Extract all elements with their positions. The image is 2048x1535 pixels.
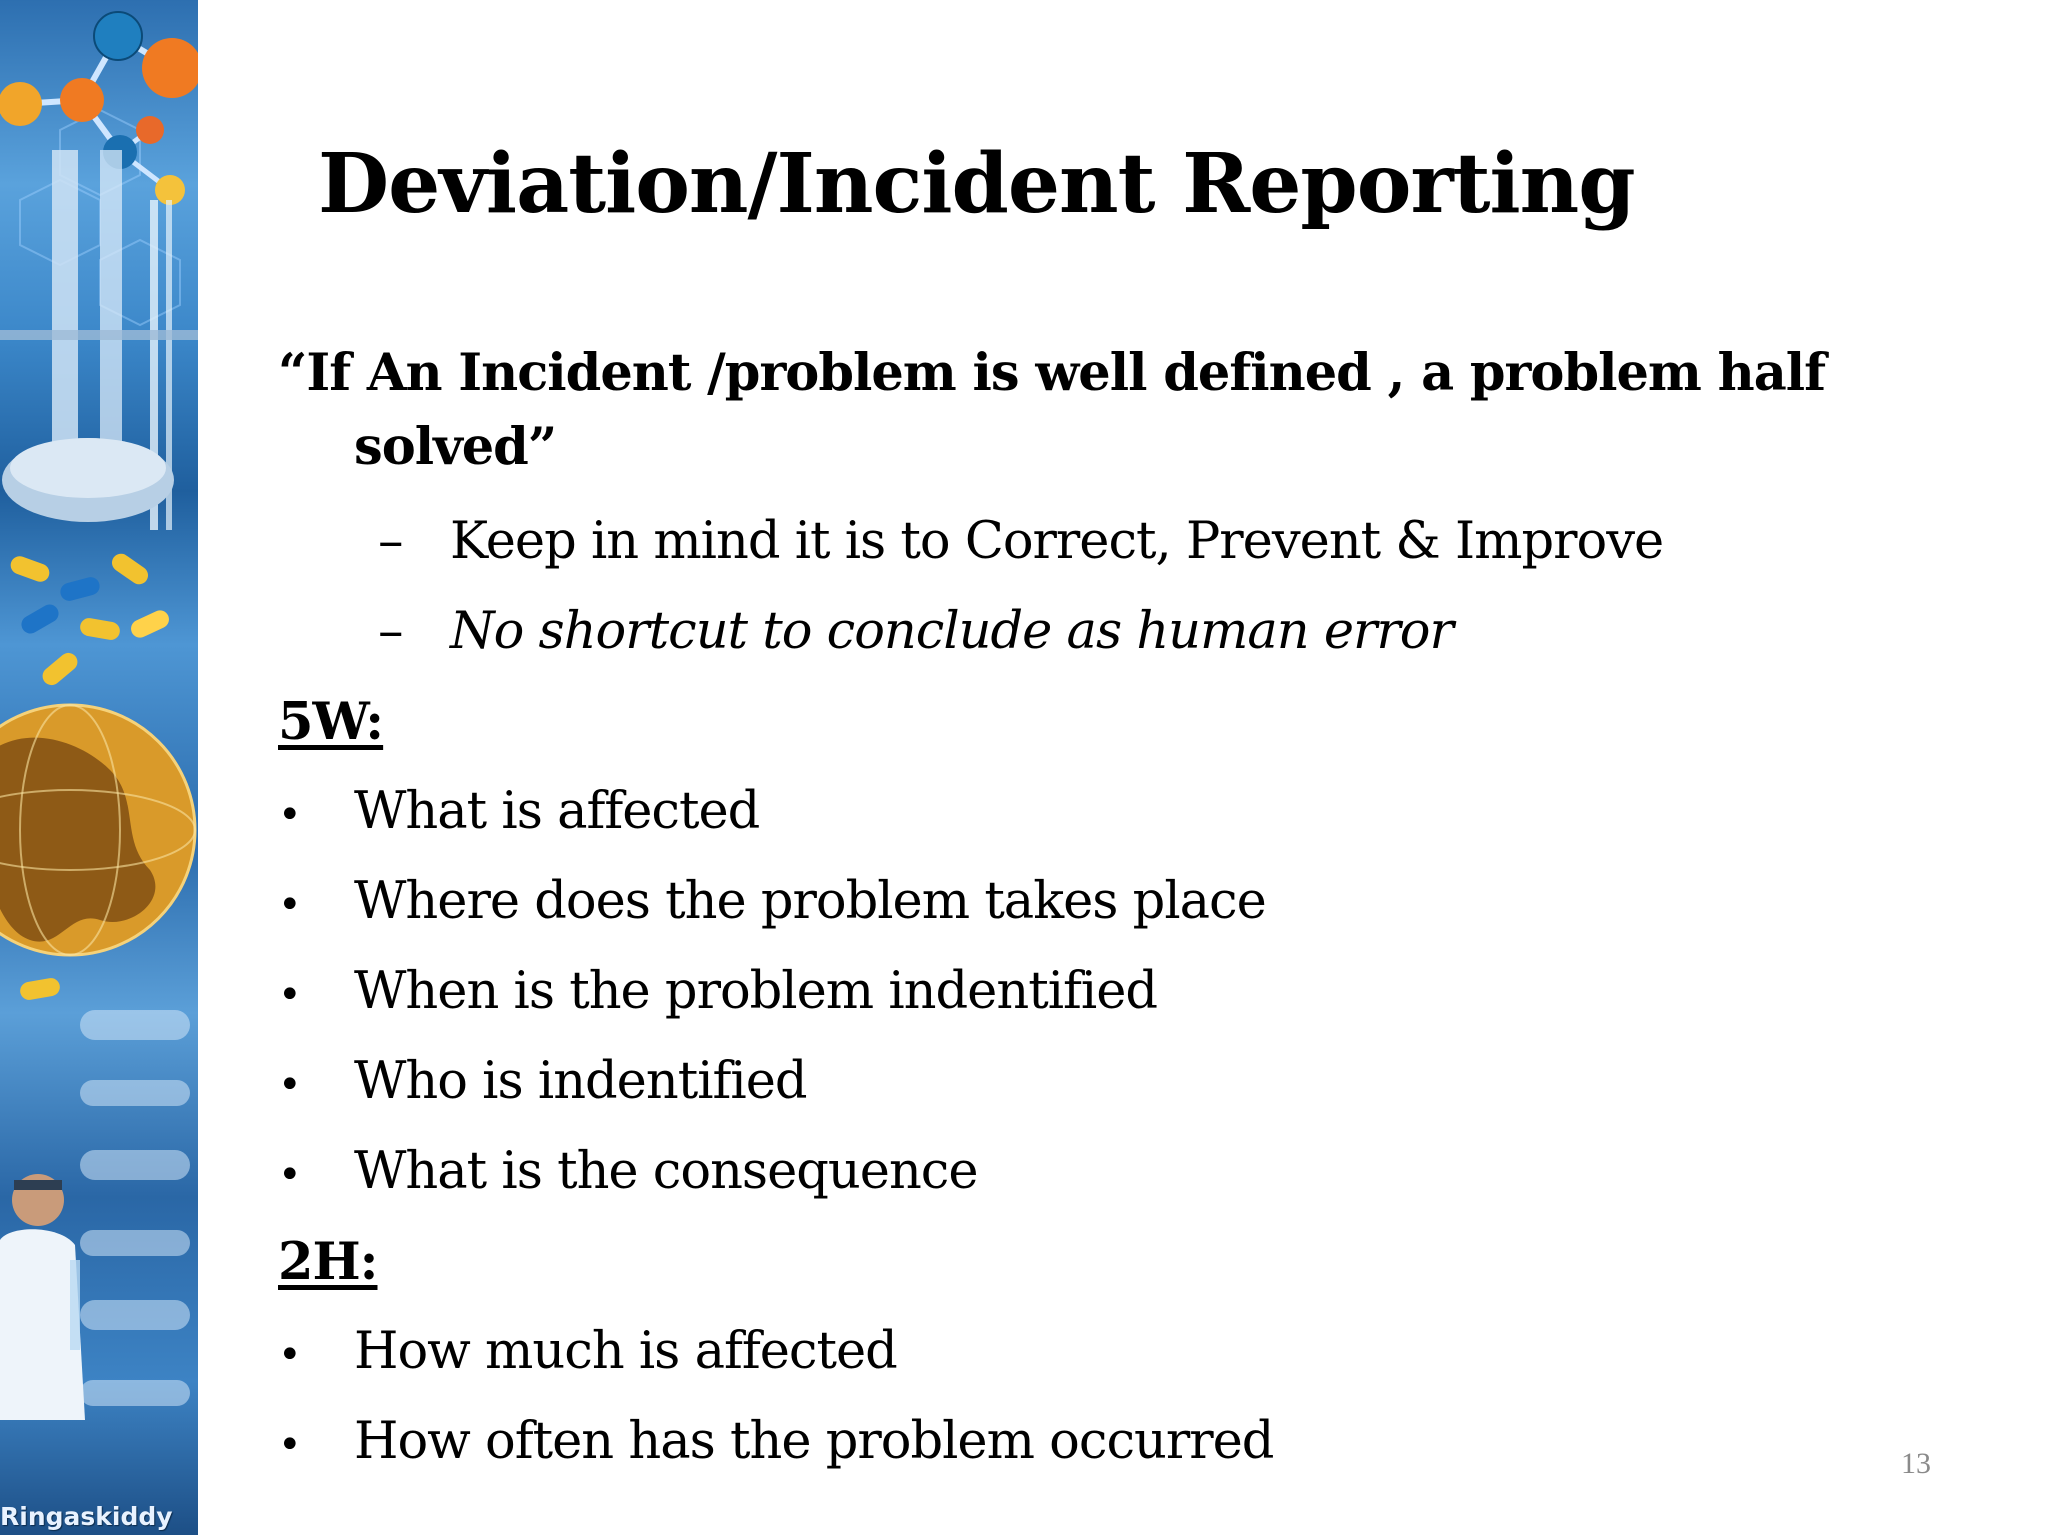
- bullet-marker: •: [278, 1422, 301, 1468]
- sub-point: [378, 592, 1878, 672]
- bullet-marker: •: [278, 1332, 301, 1378]
- list-item: [278, 1132, 1778, 1212]
- page-number: 13: [1901, 1447, 1931, 1480]
- list-item-text: Who is indentified: [354, 1052, 807, 1111]
- list-item: [278, 1402, 1778, 1482]
- decorative-lettering: [80, 1010, 190, 1406]
- bullet-marker: •: [278, 1062, 301, 1108]
- list-item: [278, 772, 1778, 852]
- sidebar-artwork: [0, 0, 198, 1535]
- bullet-marker: •: [278, 1152, 301, 1198]
- list-item: [278, 1042, 1778, 1122]
- list-item: [278, 952, 1778, 1032]
- section-heading-2h: 2H:: [278, 1232, 378, 1292]
- sub-point: [378, 502, 1878, 582]
- scientist-icon: [0, 1174, 85, 1420]
- list-item-text: What is the consequence: [354, 1142, 978, 1201]
- sub-point-text: No shortcut to conclude as human error: [450, 602, 1453, 661]
- quote-line-1: “If An Incident /problem is well defined , a problem half: [278, 343, 1826, 403]
- quote-line-2: solved”: [354, 417, 557, 477]
- bullet-marker: •: [278, 972, 301, 1018]
- sidebar-brand-text: Ringaskiddy: [0, 1502, 173, 1531]
- list-item: [278, 862, 1778, 942]
- list-item-text: When is the problem indentified: [354, 962, 1158, 1021]
- list-item-text: How often has the problem occurred: [354, 1412, 1274, 1471]
- dash-marker: –: [378, 602, 403, 661]
- section-heading-5w: 5W:: [278, 692, 384, 752]
- dash-marker: –: [378, 512, 403, 571]
- bullet-marker: •: [278, 882, 301, 928]
- sub-point-text: Keep in mind it is to Correct, Prevent & Improve: [450, 512, 1664, 571]
- list-item-text: How much is affected: [354, 1322, 897, 1381]
- list-item-text: What is affected: [354, 782, 760, 841]
- list-item: [278, 1312, 1778, 1392]
- decorative-sidebar: [0, 0, 198, 1535]
- slide-title: Deviation/Incident Reporting: [318, 136, 1635, 232]
- quote-block: [278, 336, 1898, 484]
- molecule-icon: [0, 12, 198, 205]
- list-item-text: Where does the problem takes place: [354, 872, 1266, 931]
- bullet-marker: •: [278, 792, 301, 838]
- globe-icon: [0, 705, 195, 955]
